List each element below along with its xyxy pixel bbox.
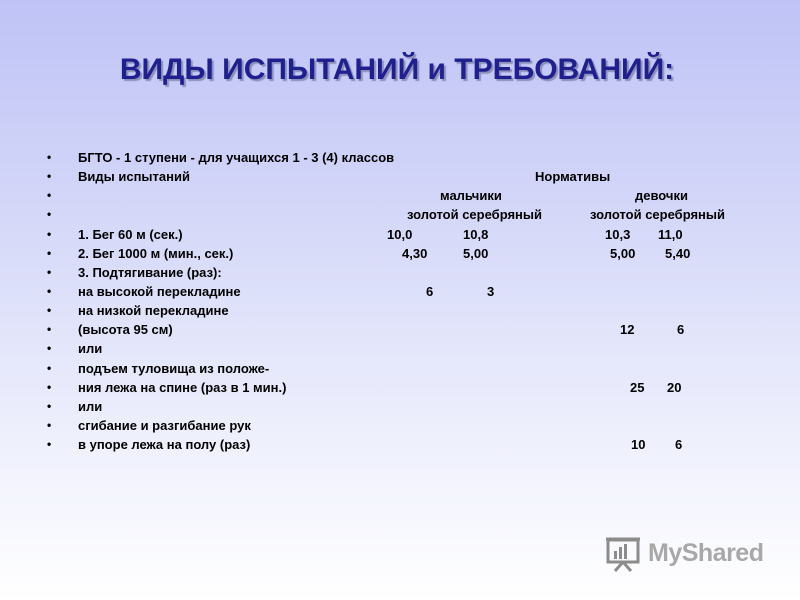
bullet-line (0, 225, 800, 244)
line-label: или (78, 341, 103, 357)
line-label: на высокой перекладине (78, 283, 241, 299)
line-label: на низкой перекладине (78, 303, 229, 319)
watermark-logo (605, 535, 775, 575)
line-label: (высота 95 см) (78, 322, 173, 338)
line-label: подъем туловища из положе- (78, 360, 270, 376)
slide-title: ВИДЫ ИСПЫТАНИЙ и ТРЕБОВАНИЙ: (119, 53, 675, 86)
bullet-line (0, 282, 800, 301)
line-label: сгибание и разгибание рук (78, 417, 251, 433)
norm-value: 25 (630, 379, 645, 395)
bullet-line (0, 301, 800, 320)
bullet-line (0, 435, 800, 454)
bullet-marker: • (47, 283, 52, 298)
bullet-marker: • (47, 437, 52, 452)
bullet-marker: • (47, 245, 52, 260)
line-label: в упоре лежа на полу (раз) (78, 437, 251, 453)
presentation-board-icon (605, 535, 645, 573)
bullet-line (0, 263, 800, 282)
bullet-marker: • (47, 417, 52, 432)
bullet-marker: • (47, 169, 52, 184)
norm-value: золотой серебряный (407, 207, 542, 223)
bullet-marker: • (47, 188, 52, 203)
bullet-marker: • (47, 207, 52, 222)
line-label: 1. Бег 60 м (сек.) (78, 226, 183, 242)
bullet-line (0, 339, 800, 358)
norm-value: 5,40 (665, 245, 691, 261)
bullet-marker: • (47, 360, 52, 375)
norm-value: 20 (667, 379, 682, 395)
norm-value: мальчики (440, 188, 502, 204)
norm-value: 4,30 (402, 245, 428, 261)
bullet-list (0, 148, 800, 454)
line-label: Виды испытаний (78, 169, 190, 185)
bullet-marker: • (47, 226, 52, 241)
bullet-marker: • (47, 379, 52, 394)
bullet-line (0, 186, 800, 205)
bullet-line (0, 416, 800, 435)
norm-value: 6 (677, 322, 685, 338)
bullet-marker: • (47, 150, 52, 164)
norm-value: 12 (620, 322, 635, 338)
norm-value: 5,00 (463, 245, 489, 261)
norm-value: 10,3 (605, 226, 631, 242)
norm-value: 3 (487, 283, 495, 299)
line-label: или (78, 398, 103, 414)
bullet-marker: • (47, 303, 52, 318)
line-label: ния лежа на спине (раз в 1 мин.) (78, 379, 287, 395)
bullet-marker: • (47, 398, 52, 413)
bullet-marker: • (47, 322, 52, 337)
norm-value: 10 (631, 437, 646, 453)
bullet-line (0, 378, 800, 397)
bullet-line (0, 244, 800, 263)
line-label: 3. Подтягивание (раз): (78, 264, 222, 280)
bullet-line (0, 397, 800, 416)
norm-value: девочки (635, 188, 688, 204)
bullet-marker: • (47, 264, 52, 279)
norm-value: 5,00 (610, 245, 636, 261)
watermark-text: MyShared (648, 539, 764, 567)
bullet-line (0, 320, 800, 339)
line-label: БГТО - 1 ступени - для учащихся 1 - 3 (4) классов (78, 150, 395, 165)
norm-value: 10,8 (463, 226, 489, 242)
norm-value: 10,0 (387, 226, 413, 242)
bullet-line (0, 205, 800, 224)
norm-value: золотой серебряный (590, 207, 725, 223)
bullet-marker: • (47, 341, 52, 356)
bullet-line (0, 167, 800, 186)
line-label: 2. Бег 1000 м (мин., сек.) (78, 245, 234, 261)
bullet-line (0, 359, 800, 378)
norm-value: 6 (675, 437, 683, 453)
norm-value: 6 (426, 283, 434, 299)
norm-value: Нормативы (535, 169, 611, 185)
bullet-line (0, 148, 800, 167)
norm-value: 11,0 (658, 226, 683, 242)
